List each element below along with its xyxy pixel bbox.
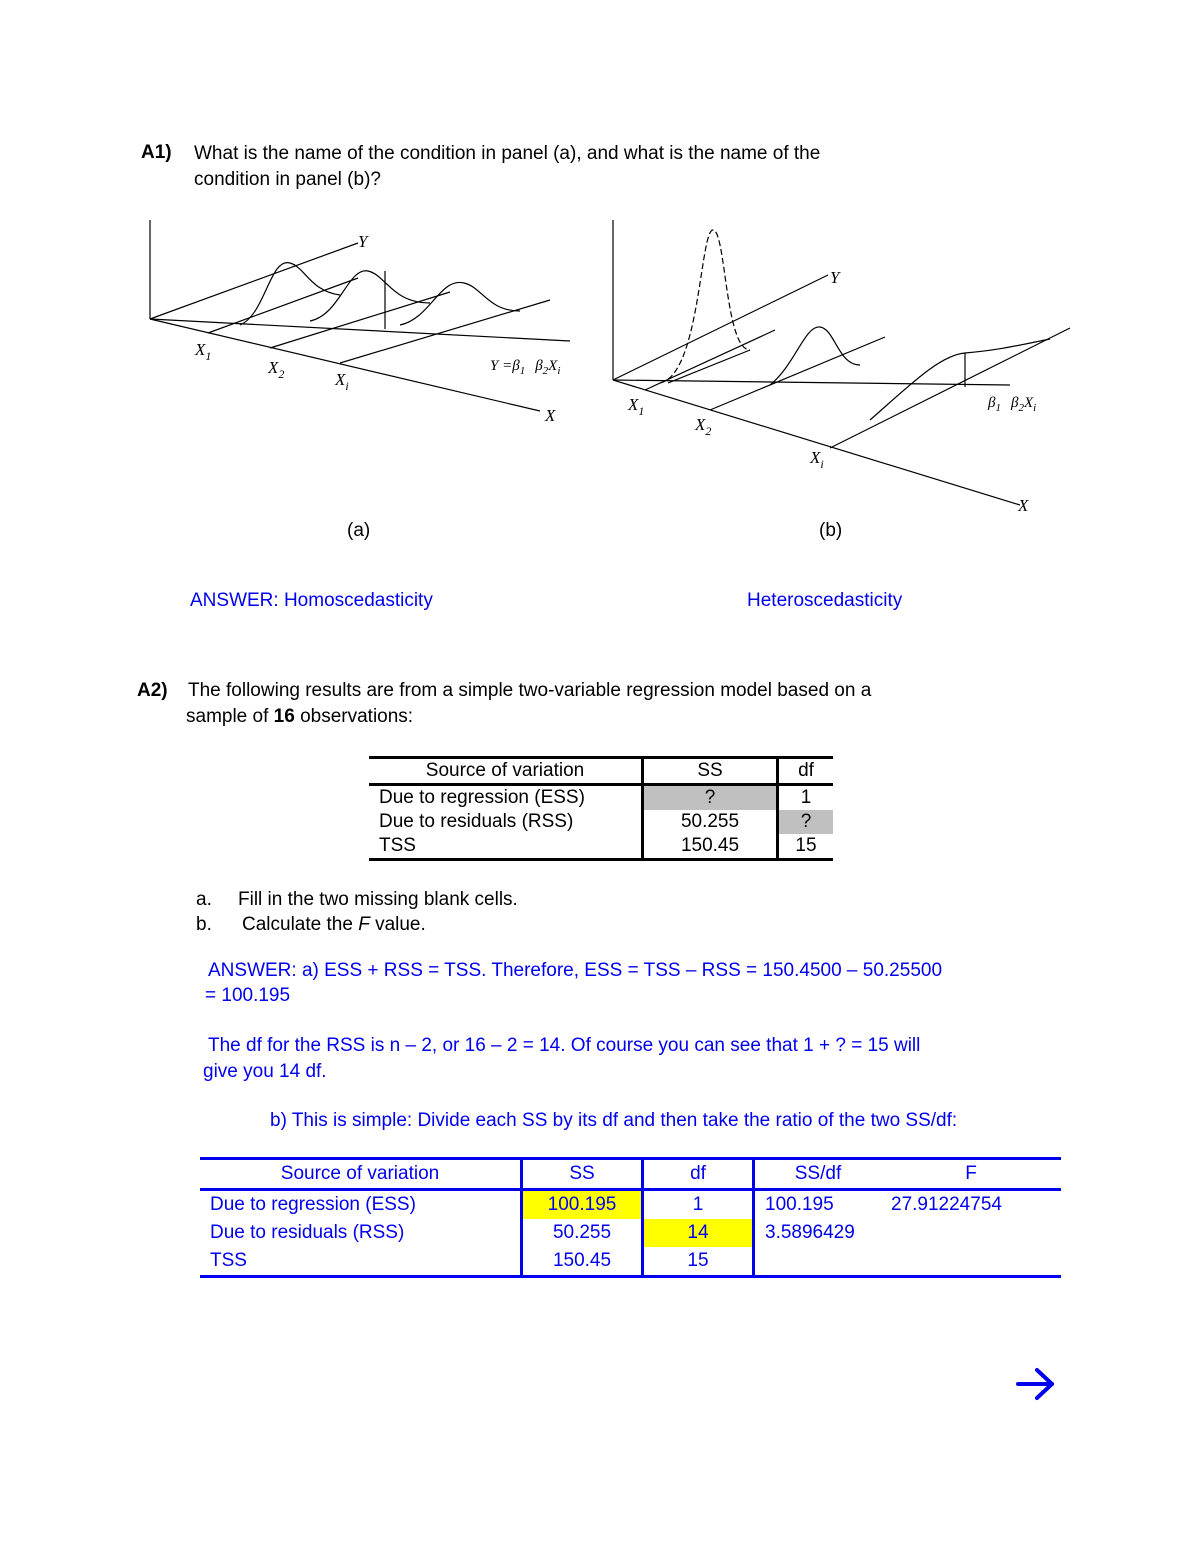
- df-cell: 15: [778, 834, 834, 860]
- table-row: [200, 1219, 1061, 1247]
- question-a1-line1: What is the name of the condition in panel (a), and what is the name of the: [194, 143, 821, 164]
- right-arrow-icon[interactable]: [1015, 1367, 1057, 1401]
- ss-cell: 150.45: [522, 1247, 643, 1277]
- axis-y-label-a: Y: [358, 232, 368, 251]
- table-row: [369, 810, 833, 834]
- x1-sub-a: 1: [205, 349, 212, 363]
- xi-label-b: X: [810, 448, 821, 467]
- xi-label-a: X: [335, 370, 346, 389]
- svg-text:X2: [267, 358, 284, 381]
- ss-cell: 150.45: [643, 834, 778, 860]
- svg-text:Xi: [334, 370, 349, 393]
- f-value-cell: [881, 1219, 1061, 1247]
- header-df: df: [778, 758, 834, 785]
- question-number-a2: A2): [137, 680, 168, 701]
- row-label: Due to residuals (RSS): [210, 1222, 405, 1243]
- part-b-text: [242, 912, 426, 938]
- header-f: F: [881, 1159, 1061, 1190]
- q2-line2-post: observations:: [294, 706, 414, 727]
- answer-a2-line4: give you 14 df.: [203, 1061, 327, 1082]
- eq-a-beta2: β: [535, 358, 543, 374]
- ss-df-cell: [754, 1247, 882, 1277]
- row-label: Due to regression (ESS): [210, 1194, 416, 1215]
- question-a1-line2: condition in panel (b)?: [194, 169, 381, 190]
- question-a2-line1: The following results are from a simple two-variable regression model based on a: [188, 680, 872, 701]
- anova-table-answer: [200, 1157, 1061, 1278]
- header-df: df: [643, 1159, 754, 1190]
- x2-label-a: X: [268, 358, 279, 377]
- question-a2-line2: [186, 704, 413, 730]
- filled-df-cell: 14: [643, 1219, 754, 1247]
- filled-ss-cell: 100.195: [522, 1190, 643, 1220]
- axis-y-label-b: Y: [830, 268, 840, 287]
- xi-sub-a: i: [345, 379, 349, 393]
- part-a-text: Fill in the two missing blank cells.: [238, 889, 518, 910]
- svg-text:X1: [627, 395, 644, 418]
- answer-a2-line5: b) This is simple: Divide each SS by its df and then take the ratio of the two SS/df:: [270, 1110, 958, 1131]
- row-label: TSS: [200, 1247, 522, 1277]
- eq-a-x: X: [548, 358, 558, 374]
- svg-text:X2: [694, 415, 711, 438]
- row-label: Due to residuals (RSS): [379, 811, 574, 832]
- xi-sub-b: i: [820, 457, 824, 471]
- answer-a1-left: ANSWER: Homoscedasticity: [190, 590, 433, 611]
- q2-sample-size: 16: [273, 706, 295, 727]
- eq-b-sub2: 2: [1018, 402, 1024, 414]
- x2-sub-a: 2: [278, 367, 285, 381]
- eq-b-beta1: β: [988, 395, 996, 411]
- table-header-row: [200, 1159, 1061, 1190]
- anova-table-question: [369, 756, 833, 861]
- x1-label-a: X: [195, 340, 206, 359]
- ss-df-cell: 3.5896429: [754, 1219, 882, 1247]
- figure-b-label: (b): [819, 520, 843, 541]
- ss-cell: 50.255: [522, 1219, 643, 1247]
- header-ss: SS: [643, 758, 778, 785]
- svg-text:Xi: [809, 448, 824, 471]
- eq-b-sub1: 1: [995, 402, 1001, 414]
- df-cell: 1: [778, 785, 834, 811]
- df-cell: 15: [643, 1247, 754, 1277]
- header-ss: SS: [522, 1159, 643, 1190]
- eq-a-xsub: i: [557, 365, 561, 377]
- eq-a-sub1: 1: [519, 365, 526, 377]
- q2-line2-pre: sample of: [186, 706, 274, 727]
- missing-ss-cell: ?: [643, 785, 778, 811]
- header-source: Source of variation: [200, 1159, 522, 1190]
- x2-sub-b: 2: [705, 424, 712, 438]
- header-ss-df: SS/df: [754, 1159, 882, 1190]
- x2-label-b: X: [695, 415, 706, 434]
- x1-label-b: X: [628, 395, 639, 414]
- answer-a1-right: Heteroscedasticity: [747, 590, 903, 611]
- axis-x-label-b: X: [1018, 496, 1029, 515]
- part-b-f: F: [358, 914, 370, 935]
- table-header-row: [369, 758, 833, 785]
- header-source: Source of variation: [369, 758, 643, 785]
- table-row: [369, 834, 833, 860]
- row-label: Due to regression (ESS): [379, 787, 585, 808]
- axis-x-label-a: X: [545, 406, 556, 425]
- ss-cell: 50.255: [643, 810, 778, 834]
- row-label: TSS: [369, 834, 643, 860]
- f-value-cell: [881, 1247, 1061, 1277]
- eq-b-xsub: i: [1033, 402, 1037, 414]
- part-b-post: value.: [369, 914, 426, 935]
- part-b-marker: b.: [196, 914, 212, 935]
- svg-text:X1: [194, 340, 211, 363]
- part-b-pre: Calculate the: [242, 914, 359, 935]
- df-cell: 1: [643, 1190, 754, 1220]
- svg-text:β1β2Xi: [987, 395, 1036, 414]
- svg-text:Y =β1β2Xi: [490, 358, 560, 377]
- eq-b-x: X: [1023, 395, 1034, 411]
- eq-a-lhs: Y =β: [490, 358, 520, 374]
- ss-df-cell: 100.195: [754, 1190, 882, 1220]
- question-number-a1: A1): [141, 142, 172, 163]
- x1-sub-b: 1: [638, 404, 645, 418]
- table-row: [200, 1190, 1061, 1220]
- figure-b-heteroscedastic: [600, 215, 1080, 515]
- eq-a-sub2: 2: [542, 365, 549, 377]
- part-a-marker: a.: [196, 889, 212, 910]
- figure-a-label: (a): [347, 520, 371, 541]
- answer-a2-line1: ANSWER: a) ESS + RSS = TSS. Therefore, ESS = TSS – RSS = 150.4500 – 50.25500: [208, 960, 943, 981]
- answer-a2-line3: The df for the RSS is n – 2, or 16 – 2 = 14. Of course you can see that 1 + ? = 15 will: [208, 1035, 921, 1056]
- figure-a-homoscedastic: [140, 215, 590, 430]
- f-value-cell: 27.91224754: [891, 1194, 1002, 1215]
- table-row: [200, 1247, 1061, 1277]
- eq-b-beta2: β: [1010, 395, 1019, 411]
- missing-df-cell: ?: [778, 810, 834, 834]
- answer-a2-line2: = 100.195: [205, 985, 291, 1006]
- table-row: [369, 785, 833, 811]
